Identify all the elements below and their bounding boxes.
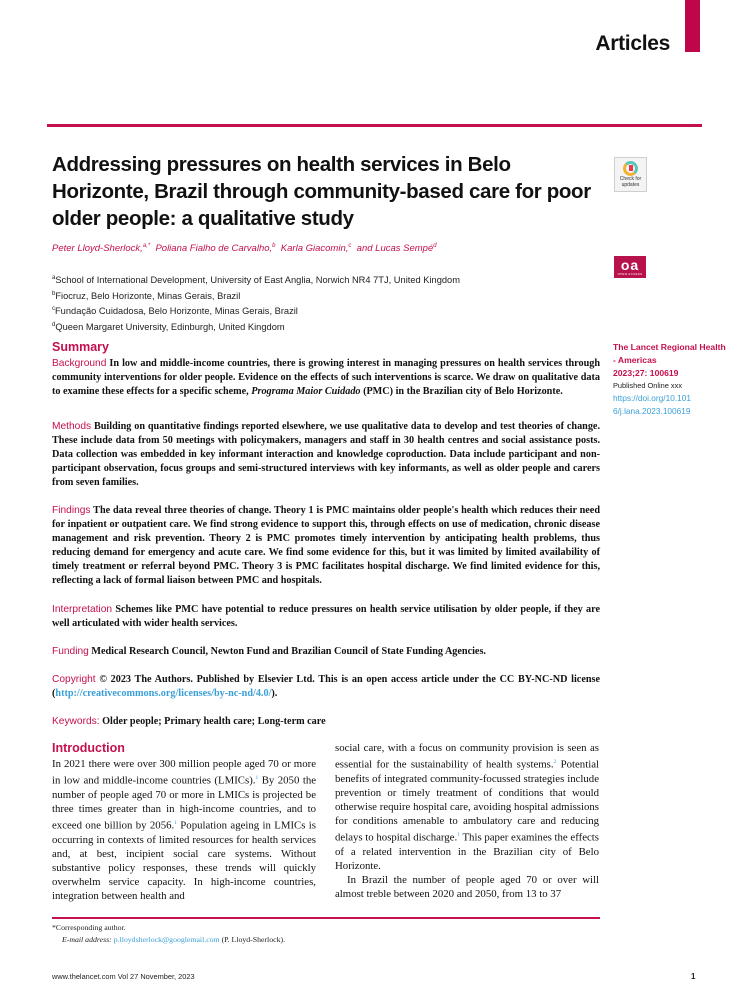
page-number: 1 [691, 972, 696, 981]
author-name[interactable]: Peter Lloyd-Sherlock, [52, 243, 143, 255]
footnote [52, 922, 285, 945]
email-link[interactable]: p.lloydsherlock@googlemail.com [113, 934, 220, 944]
interpretation-label: Interpretation [52, 604, 113, 615]
abstract-copyright [52, 673, 600, 701]
sidebar-journal-info [613, 341, 728, 380]
author-name[interactable]: and Lucas Sempé [356, 243, 434, 255]
abstract-findings [52, 504, 600, 587]
background-text-end: (PMC) in the Brazilian city of Belo Horizonte. [360, 385, 563, 397]
oa-logo-icon: oa [620, 256, 640, 273]
affiliation-mark: b [52, 290, 56, 297]
copyright-text: © 2023 The Authors. Published by Elsevier Ltd. This is an open access article under the CC BY-NC-ND license ( [52, 674, 600, 699]
interpretation-text: Schemes like PMC have potential to reduce pressures on health service utilisation by older people, if they are well articulated with wider health services. [52, 604, 600, 629]
header-divider [47, 124, 702, 127]
reference-link[interactable]: 2 [553, 759, 557, 766]
intro-text: social care, with a focus on community provision is seen as essential for the sustainability of health systems. [335, 742, 599, 771]
author-affiliation-mark: a,* [142, 243, 151, 249]
affiliation-list [52, 272, 460, 334]
email-label: E-mail address: [62, 934, 112, 944]
summary-heading: Summary [52, 340, 109, 354]
intro-paragraph: In Brazil the number of people aged 70 or over will almost treble between 2020 and 2050, from 13 to 37 [335, 874, 599, 901]
affiliation-item [52, 288, 460, 304]
intro-text: Population ageing in LMICs is occurring in contexts of limited resources for health services and, at best, incipient social care systems. Without substantive policy responses, these trends will quickly overwhelm service capacity. In high-income countries, integration between health and [52, 819, 317, 903]
funding-text: Medical Research Council, Newton Fund and Brazilian Council of State Funding Agencies. [88, 646, 486, 657]
open-access-badge [614, 256, 646, 278]
published-online: Published Online xxx [613, 381, 683, 390]
author-affiliation-mark: b [272, 243, 276, 249]
affiliation-item [52, 272, 460, 288]
intro-paragraph [335, 741, 599, 873]
background-text: In low and middle-income countries, there is growing interest in managing pressures on health services through community interventions for older people. Evidence on the effects of such interventions is scarce. We draw on qualitative data to examine these effects for a specific scheme, [52, 358, 600, 397]
license-link[interactable]: http://creativecommons.org/licenses/by-nc-nd/4.0/ [55, 687, 272, 699]
affiliation-mark: a [52, 275, 56, 281]
check-for-updates-button[interactable] [614, 157, 647, 192]
programme-name: Programa Maior Cuidado [251, 385, 361, 397]
section-color-bar [685, 0, 700, 52]
oa-label: OPEN ACCESS [617, 271, 643, 276]
methods-text: Building on quantitative findings reported elsewhere, we use qualitative data to develop and test theories of change. These include data from 50 meetings with policymakers, managers and staff in 30 health centres and social assistance posts. Data collection was embedded in key informant interaction and knowledge coproduction. Data include participant and non-participant observation, focus groups and semi-structured interviews with key informants, as well as older people and carers from seven families. [52, 421, 600, 488]
article-title: Addressing pressures on health services in Belo Horizonte, Brazil through community-based care for poor older people: a qualitative study [52, 153, 591, 230]
introduction-heading: Introduction [52, 741, 125, 755]
author-affiliation-mark: c [348, 243, 352, 249]
footer-journal-info: www.thelancet.com Vol 27 November, 2023 [52, 972, 195, 981]
intro-text: By 2050 the number of people aged 70 or more in LMICs is projected be three times greater than in high-income countries, and to exceed one billion by 2056. [52, 774, 317, 832]
abstract-background [52, 357, 600, 399]
methods-label: Methods [52, 421, 92, 432]
affiliation-item [52, 319, 460, 335]
reference-link[interactable]: 1 [255, 775, 259, 782]
footnote-divider [52, 917, 600, 919]
keywords-text: Older people; Primary health care; Long-term care [99, 716, 326, 727]
intro-text: Potential benefits of integrated community-focussed strategies include prevention or timely treatment of conditions that would otherwise require hospital care, avoiding hospital admissions for conditions amenable to ambulatory care and reducing delays to hospital discharge. [335, 758, 599, 844]
findings-label: Findings [52, 505, 91, 516]
affiliation-item [52, 303, 460, 319]
affiliation-mark: d [52, 321, 56, 328]
copyright-end: ). [271, 687, 278, 699]
intro-right-column [335, 741, 599, 901]
affiliation-text: Queen Margaret University, Edinburgh, United Kingdom [55, 321, 285, 332]
email-line [52, 934, 285, 946]
background-label: Background [52, 358, 107, 369]
journal-citation: 2023;27: 100619 [613, 368, 679, 378]
intro-text: This paper examines the effects of a related intervention in the Brazilian city of Belo Horizonte. [335, 831, 600, 872]
crossmark-icon [623, 161, 638, 176]
email-suffix: (P. Lloyd-Sherlock). [219, 934, 286, 944]
check-for-updates-label: Check for updates [619, 176, 642, 188]
abstract-funding [52, 645, 600, 659]
author-name[interactable]: Poliana Fialho de Carvalho, [155, 243, 273, 255]
affiliation-text: School of International Development, University of East Anglia, Norwich NR4 7TJ, United Kingdom [55, 275, 460, 286]
author-list [52, 243, 437, 254]
intro-text: In 2021 there were over 300 million people aged 70 or more in low and middle-income countries (LMICs). [52, 758, 316, 787]
journal-name: The Lancet Regional Health - Americas [613, 342, 726, 365]
findings-text: The data reveal three theories of change. Theory 1 is PMC maintains older people's health which reduces their need for inpatient or outpatient care. We find strong evidence to support this, through effects on use of medication, chronic disease management and risk prevention. Theory 2 is PMC promotes timely intervention by anticipating health problems, thus reducing demand for emergency and acute care. We find some evidence for this, but it was limited by limited availability of timely treatment or referral beyond PMC. Theory 3 is PMC facilitates hospital discharge. We find limited evidence for this, reflecting a lack of formal liaison between PMC and hospitals. [52, 505, 600, 586]
affiliation-text: Fiocruz, Belo Horizonte, Minas Gerais, Brazil [55, 290, 241, 301]
section-label: Articles [595, 32, 670, 55]
copyright-label: Copyright [52, 674, 96, 685]
abstract-methods [52, 420, 600, 490]
abstract-interpretation [52, 603, 600, 631]
corresponding-author-note: *Corresponding author. [52, 923, 126, 932]
affiliation-mark: c [52, 306, 55, 313]
author-name[interactable]: Karla Giacomin, [280, 243, 349, 255]
keywords-label: Keywords: [52, 716, 100, 727]
author-affiliation-mark: d [433, 243, 437, 249]
affiliation-text: Fundação Cuidadosa, Belo Horizonte, Minas Gerais, Brazil [55, 306, 298, 317]
funding-label: Funding [52, 646, 89, 657]
reference-link[interactable]: 1 [174, 819, 177, 826]
reference-link[interactable]: 1 [457, 832, 460, 839]
intro-left-column [52, 757, 316, 903]
keywords [52, 715, 600, 729]
doi-link[interactable]: https://doi.org/10.1016/j.lana.2023.100619 [613, 393, 691, 416]
